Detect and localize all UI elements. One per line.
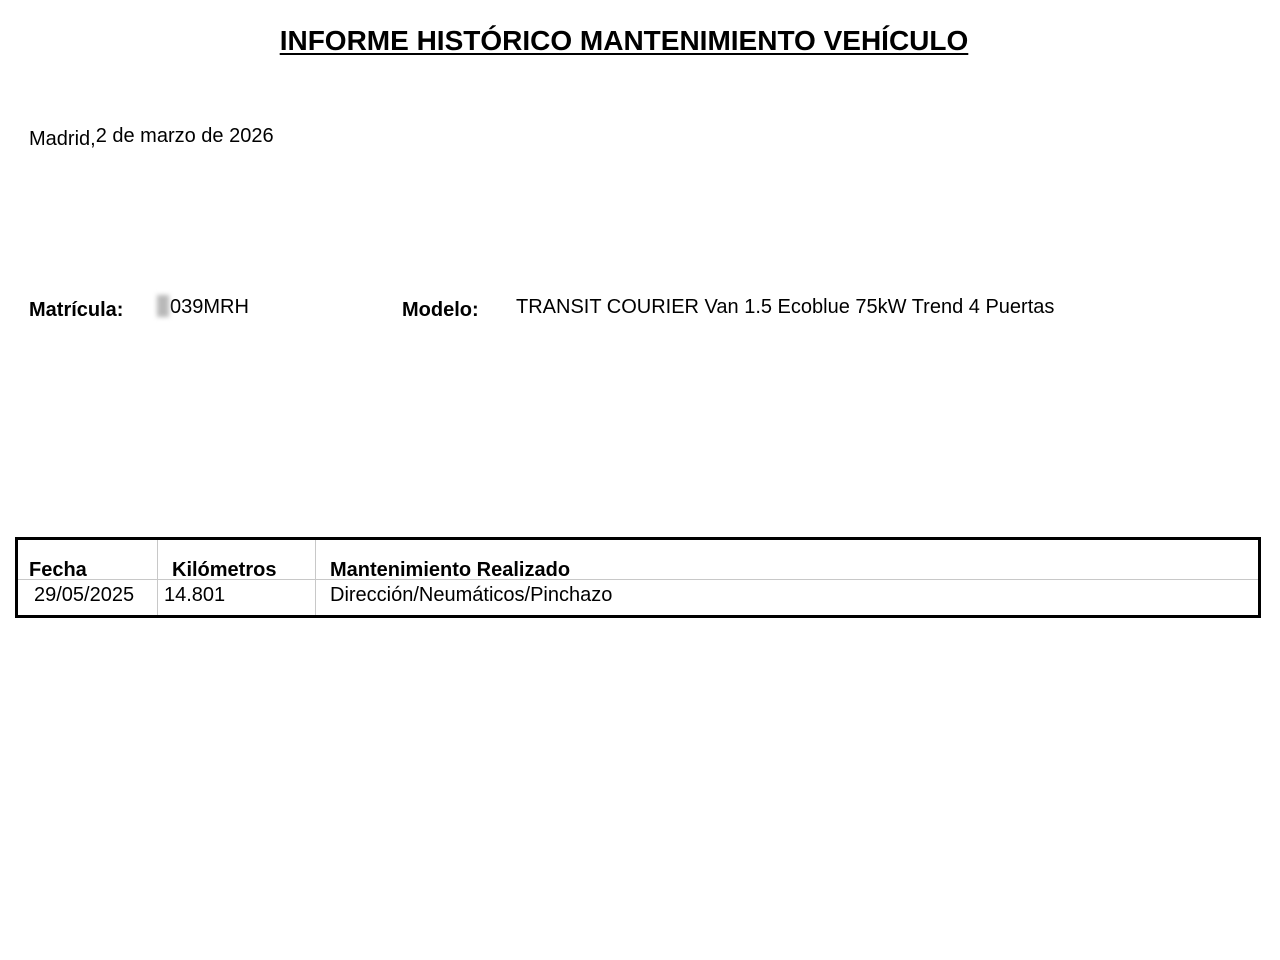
plate-label: Matrícula: xyxy=(29,299,124,321)
column-divider xyxy=(157,540,158,615)
column-divider xyxy=(315,540,316,615)
row-mantenimiento: Dirección/Neumáticos/Pinchazo xyxy=(330,584,613,606)
place-and-date xyxy=(29,124,274,148)
plate-value: 039MRH xyxy=(170,296,249,318)
plate-field xyxy=(157,295,249,319)
maintenance-table xyxy=(15,537,1261,618)
report-date: 2 de marzo de 2026 xyxy=(95,125,274,147)
row-kilometros: 14.801 xyxy=(164,584,226,606)
report-title-text: INFORME HISTÓRICO MANTENIMIENTO VEHÍCULO xyxy=(279,25,969,56)
header-kilometros: Kilómetros xyxy=(172,559,277,581)
row-fecha: 29/05/2025 xyxy=(34,584,135,606)
header-fecha: Fecha xyxy=(29,559,87,581)
model-value: TRANSIT COURIER Van 1.5 Ecoblue 75kW Trend 4 Puertas xyxy=(516,296,1055,318)
city: Madrid, xyxy=(29,128,96,150)
model-label: Modelo: xyxy=(402,299,479,321)
report-title xyxy=(0,24,1248,58)
redacted-mark xyxy=(157,295,169,317)
header-mantenimiento: Mantenimiento Realizado xyxy=(330,559,571,581)
